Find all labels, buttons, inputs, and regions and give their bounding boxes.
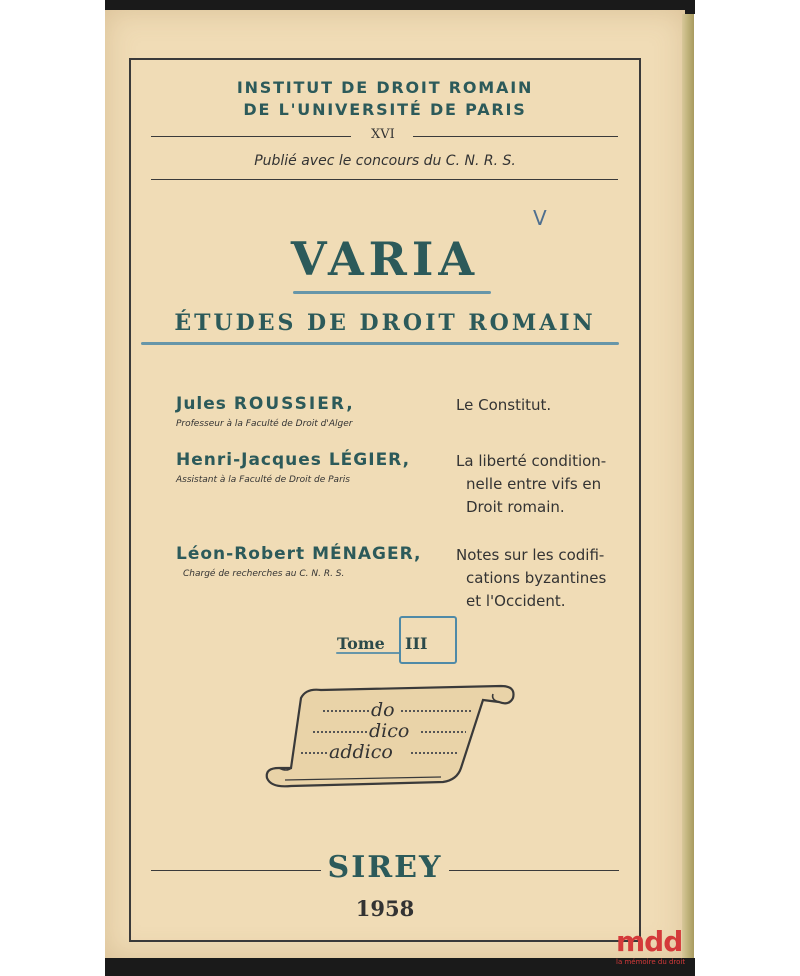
role-menager: Chargé de recherches au C. N. R. S. [183,569,345,579]
subtitle: ÉTUDES DE DROIT ROMAIN [174,310,596,336]
publication-year: 1958 [355,896,415,921]
published-with: Publié avec le concours du C. N. R. S. [254,153,516,169]
role-roussier: Professeur à la Faculté de Droit d'Alger [176,419,353,429]
topic-roussier: Le Constitut. [456,396,552,414]
header-bottom-rule [151,179,618,180]
bottom-edge [105,958,695,976]
series-number: XVI [371,127,395,142]
title-pencil-underline [293,291,491,294]
mdd-watermark-logo [616,925,700,975]
author-legier: Henri-Jacques LÉGIER, [176,450,411,470]
page-frame [129,58,641,942]
scroll-emblem-icon [261,680,521,795]
author-roussier: Jules ROUSSIER, [176,394,355,414]
series-rule-right [413,136,618,137]
tome-label: Tome [337,634,385,653]
series-rule-left [151,136,351,137]
subtitle-pencil-underline [141,342,619,345]
scroll-word-3: addico [329,741,393,763]
scroll-word-1: do [371,699,395,721]
tome-number: III [405,634,428,653]
mdd-logo-text: mdd [616,925,683,958]
role-legier: Assistant à la Faculté de Droit de Paris [176,475,350,485]
author-menager: Léon-Robert MÉNAGER, [176,544,422,564]
main-title: VARIA [290,232,480,286]
publisher-rule-right [449,870,619,871]
topic-legier: La liberté condition- nelle entre vifs en Droit romain. [456,452,607,516]
scroll-word-2: dico [369,720,410,742]
institute-line-2: DE L'UNIVERSITÉ DE PARIS [243,100,527,119]
publisher-name: SIREY [327,850,443,885]
topic-menager: Notes sur les codifi- cations byzantines et l'Occident. [456,546,607,610]
book-page [105,10,685,958]
handwritten-check-mark: V [533,206,547,230]
page-edge-spine [682,14,694,958]
mdd-logo-tagline: la mémoire du droit [616,958,686,966]
institute-line-1: INSTITUT DE DROIT ROMAIN [236,78,534,97]
